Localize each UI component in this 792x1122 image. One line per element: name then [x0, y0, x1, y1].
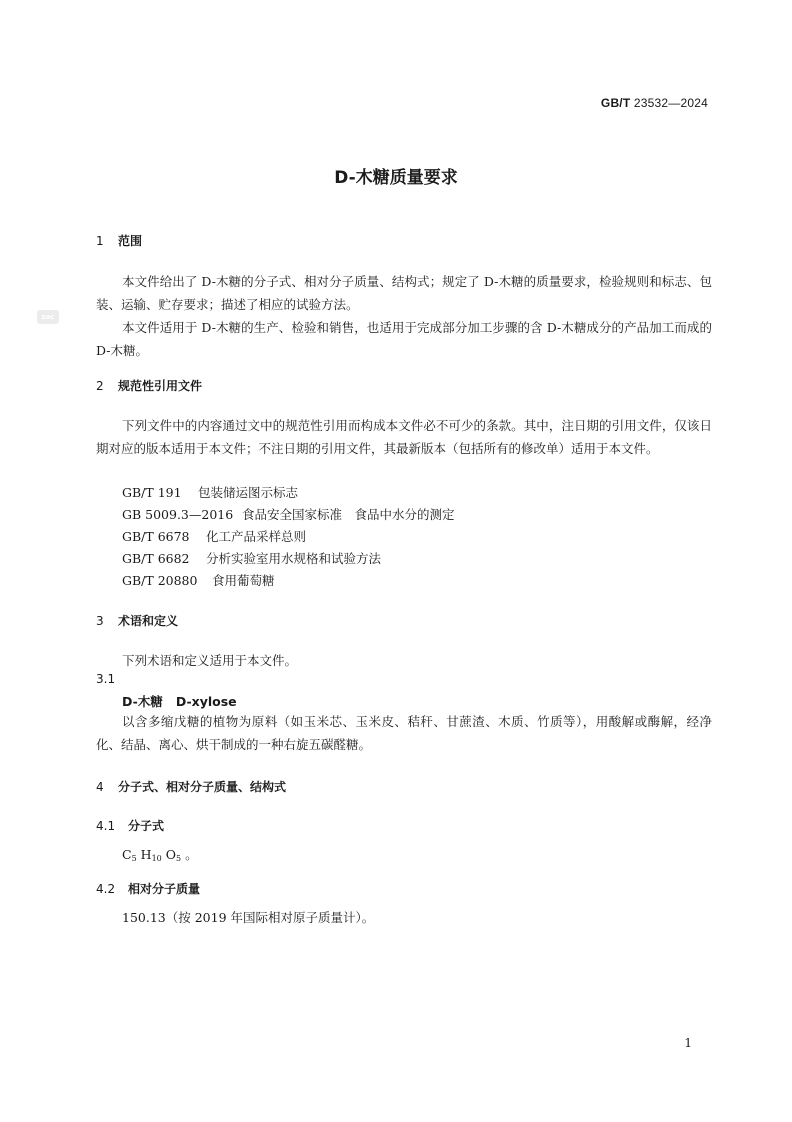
subsection-number: 4.2 [96, 882, 116, 896]
reference-item [122, 527, 306, 545]
section-title: 范围 [118, 234, 143, 248]
section-2-paragraph: 下列文件中的内容通过文中的规范性引用而构成本文件必不可少的条款。其中，注日期的引用文件，仅该日期对应的版本适用于本文件；不注日期的引用文件，其最新版本（包括所有的修改单）适用于本文件。 [96, 418, 712, 456]
term-number: 3.1 [96, 672, 116, 686]
molecular-formula [122, 843, 198, 870]
section-1-paragraph-1: 本文件给出了 D-木糖的分子式、相对分子质量、结构式；规定了 D-木糖的质量要求，检验规则和标志、包装、运输、贮存要求；描述了相应的试验方法。 [96, 274, 712, 312]
subsection-title: 分子式 [128, 819, 165, 833]
section-1-heading [96, 232, 142, 249]
reference-name: 食用葡萄糖 [212, 573, 275, 588]
reference-item [122, 505, 455, 523]
document-title: D-木糖质量要求 [334, 168, 458, 188]
section-4-heading [96, 778, 286, 795]
formula-element-h: H [140, 847, 152, 862]
section-1-paragraph-2: 本文件适用于 D-木糖的生产、检验和销售，也适用于完成部分加工步骤的含 D-木糖成分的产品加工而成的 D-木糖。 [96, 320, 712, 358]
reference-code: GB 5009.3—2016 [122, 507, 234, 522]
term-chinese: D-木糖 [122, 694, 163, 709]
formula-element-o: O [165, 847, 176, 862]
section-3-paragraph: 下列术语和定义适用于本文件。 [122, 653, 298, 668]
formula-subscript: 5 [175, 854, 182, 863]
term-english: D-xylose [175, 694, 237, 709]
section-number: 4 [96, 780, 104, 794]
formula-subscript: 10 [151, 854, 162, 863]
term-heading [122, 692, 237, 710]
section-number: 2 [96, 379, 104, 393]
molecular-mass: 150.13（按 2019 年国际相对原子质量计）。 [122, 910, 375, 925]
section-title: 术语和定义 [118, 614, 179, 628]
reference-name: 化工产品采样总则 [206, 529, 307, 544]
section-number: 3 [96, 614, 104, 628]
reference-code: GB/T 191 [122, 485, 182, 500]
reference-name: 分析实验室用水规格和试验方法 [206, 551, 382, 566]
reference-item [122, 483, 298, 501]
sac-watermark-logo: sac [37, 310, 59, 324]
section-3-heading [96, 612, 178, 629]
subsection-title: 相对分子质量 [128, 882, 201, 896]
formula-subscript: 5 [131, 854, 137, 863]
standard-code: 23532—2024 [633, 96, 708, 110]
subsection-4-2-heading [96, 880, 200, 897]
formula-period: 。 [185, 847, 198, 862]
subsection-number: 4.1 [96, 819, 116, 833]
subsection-4-1-heading [96, 817, 164, 834]
standard-prefix: GB/T [600, 96, 631, 110]
reference-item [122, 571, 275, 589]
formula-element-c: C [122, 847, 132, 862]
term-definition: 以含多缩戊糖的植物为原料（如玉米芯、玉米皮、秸秆、甘蔗渣、木质、竹质等），用酸解或酶解，经净化、结晶、离心、烘干制成的一种右旋五碳醛糖。 [96, 714, 712, 752]
standard-number [601, 96, 708, 110]
reference-item [122, 549, 381, 567]
reference-code: GB/T 6678 [122, 529, 190, 544]
section-title: 分子式、相对分子质量、结构式 [118, 780, 287, 794]
section-title: 规范性引用文件 [118, 379, 203, 393]
page-number: 1 [684, 1036, 692, 1050]
reference-code: GB/T 20880 [122, 573, 198, 588]
section-number: 1 [96, 234, 104, 248]
section-2-heading [96, 377, 202, 394]
reference-name: 包装储运图示标志 [198, 485, 299, 500]
reference-name: 食品安全国家标准 食品中水分的测定 [242, 507, 455, 522]
reference-code: GB/T 6682 [122, 551, 190, 566]
